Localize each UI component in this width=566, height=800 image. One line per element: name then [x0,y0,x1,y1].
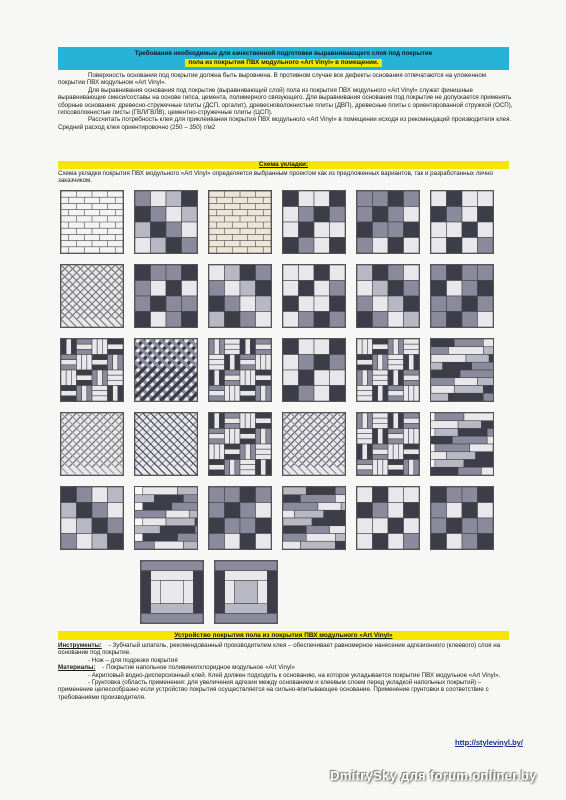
pattern-tile-graphic [431,339,493,401]
pattern-tile-graphic [357,339,419,401]
pattern-tile [60,486,124,550]
pattern-tile-graphic [431,413,493,475]
pattern-tile-graphic [135,487,197,549]
materials-item-1: - Покрытие напольное поливинилхлоридное модульное «Art Vinyl» [102,664,295,672]
pattern-tile-graphic [283,339,345,401]
pattern-tile-graphic [209,487,271,549]
pattern-tile [430,412,494,476]
pattern-tile-graphic [431,487,493,549]
pattern-tile [214,560,278,624]
pattern-tile-graphic [61,191,123,253]
pattern-tile [430,264,494,328]
pattern-tile [134,486,198,550]
intro-paragraph-2: Для выравнивания основания под покрытие (выравнивающий слой) пола из покрытия ПВХ модульного «Art Vinyl» служат финишные выравнивающие смеси/составы на основе гипса, цемента, полимерного связующего. Для выравнивания основания под покрытие не допускается применять сборные основания: древесно-стружечные плиты (ДСП, оргалит), древесноволокнистые плиты (ДВП), древесные плиты с ориентированной стружкой (ОСП), гипсоволокнистые листы (ГВЛ/ГВЛВ), цементно-стружечные плиты (ЦСП). [58,86,513,117]
forum-watermark: DmitrySky для forum.onliner.by [330,768,537,783]
pattern-tile-graphic [135,339,197,401]
pattern-tile-graphic [135,265,197,327]
tools-item-2: - Нож – для подрезки покрытия [88,656,178,664]
pattern-tile [60,338,124,402]
materials-label: Материалы: [58,664,96,672]
pattern-tile [282,486,346,550]
pattern-tile [430,190,494,254]
pattern-tile [430,338,494,402]
pattern-tile [430,486,494,550]
pattern-tile [60,190,124,254]
intro-text [58,72,514,131]
pattern-tile-graphic [209,191,271,253]
pattern-tile [282,264,346,328]
header-line-2: пола из покрытия ПВХ модульного «Art Vinyl» в помещении. [185,59,381,68]
pattern-tile-graphic [209,413,271,475]
pattern-tile [356,264,420,328]
intro-paragraph-1: Поверхность основания под покрытие должна быть выровнена. В противном случае все дефекты основания отпечатаются на уложенном покрытии ПВХ модульном «Art Vinyl». [58,72,487,87]
pattern-tile-graphic [209,339,271,401]
pattern-tile-graphic [283,487,345,549]
pattern-tile [356,486,420,550]
pattern-tile [134,412,198,476]
materials-item-3: - Грунтовка (область применения: для увеличения адгезии между основанием и клеевым слоем перед укладкой напольных покрытий) – применение целесообразно если устройство покрытия осуществляется на сильно-впитывающее основание. Применение грунтовки в соответствие с требованиями производителя. [58,679,489,701]
pattern-tile [140,560,204,624]
pattern-tile [356,412,420,476]
pattern-tile-graphic [61,487,123,549]
intro-paragraph-3: Рассчитать потребность клея для приклеивания покрытия ПВХ модульного «Art Vinyl» в помещении исходя из рекомендаций производителя клея. Средний расход клея ориентировочно (250 – 350) г/м2 [58,116,512,131]
pattern-tile-graphic [357,265,419,327]
header-band [58,47,509,70]
pattern-tile [356,338,420,402]
pattern-tile-graphic [61,339,123,401]
pattern-tile [134,264,198,328]
scheme-title: Схема укладки: [58,161,509,169]
pattern-tile [282,412,346,476]
pattern-tile-graphic [61,265,123,327]
pattern-tile [282,190,346,254]
pattern-tile-graphic [141,561,203,623]
pattern-tile [208,412,272,476]
pattern-tile-graphic [431,191,493,253]
pattern-tile-graphic [357,487,419,549]
pattern-tile-graphic [135,413,197,475]
pattern-tile [282,338,346,402]
tools-item-1: - Зубчатый шпатель, рекомендованный производителем клея – обеспечивает равномерное нанесение адгезионного (клеевого) слоя на основание под покрытие. [58,642,501,657]
pattern-tile [208,486,272,550]
pattern-tile-graphic [357,191,419,253]
install-text [58,642,514,701]
pattern-tile-graphic [283,413,345,475]
scheme-text: Схема укладки покрытия ПВХ модульного «Art Vinyl» определяется выбранным проектом как из предложенных вариантов, так и разработанных лично заказчиком. [58,170,493,185]
pattern-tile-graphic [135,191,197,253]
website-link[interactable]: http://stylevinyl.by/ [455,738,523,747]
pattern-tile-graphic [61,413,123,475]
install-title: Устройство покрытия пола из покрытия ПВХ модульного «Art Vinyl» [58,631,509,640]
pattern-tile [208,264,272,328]
pattern-tile-graphic [283,265,345,327]
pattern-tile [208,338,272,402]
pattern-tile-graphic [357,413,419,475]
pattern-tile-graphic [283,191,345,253]
materials-item-2: - Акриловый водно-дисперсионный клей. Клей должен подходить к основанию, на которое укладывается покрытие ПВХ модульное «Art Vinyl». [88,671,501,679]
pattern-tile [60,412,124,476]
pattern-tile-graphic [215,561,277,623]
layout-patterns-grid [60,190,520,630]
pattern-tile-graphic [209,265,271,327]
pattern-tile [134,338,198,402]
pattern-tile [134,190,198,254]
header-line-1: Требования необходимые для качественной подготовки выравнивающего слоя под покрытие [134,50,433,57]
pattern-tile-graphic [431,265,493,327]
pattern-tile [208,190,272,254]
tools-label: Инструменты: [58,642,102,649]
pattern-tile [60,264,124,328]
pattern-tile [356,190,420,254]
